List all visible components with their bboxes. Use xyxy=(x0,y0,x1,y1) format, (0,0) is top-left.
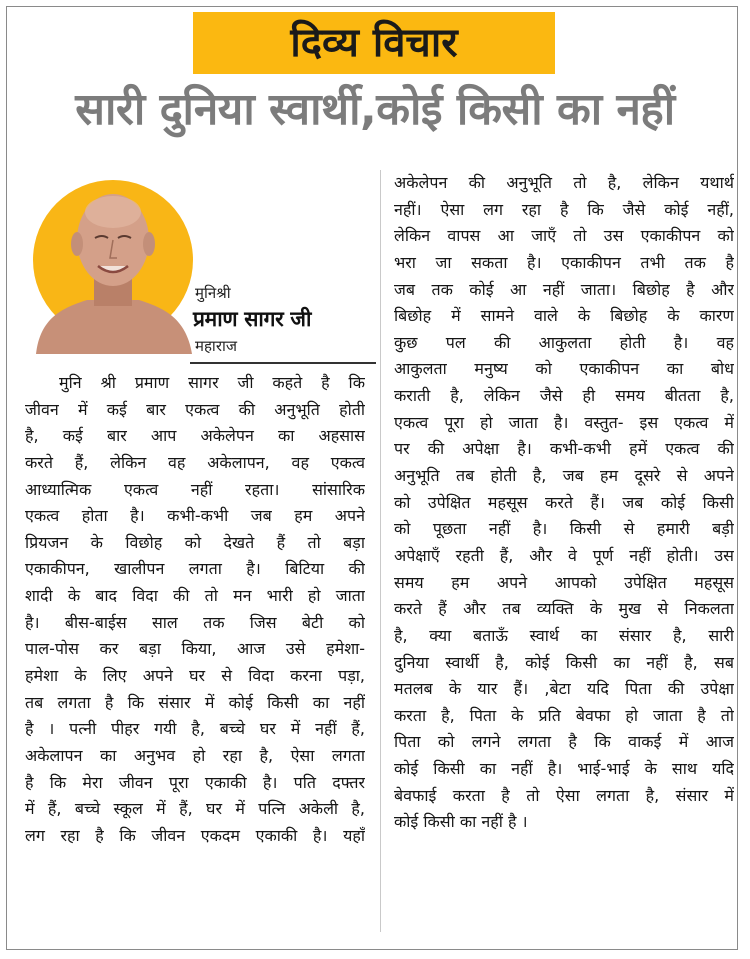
headline: सारी दुनिया स्वार्थी,कोई किसी का नहीं xyxy=(75,84,675,135)
body-text-line: एकत्व पूरा हो जाता है। वस्तुत- इस एकत्व में xyxy=(394,412,734,432)
body-text-line: है कि मेरा जीवन पूरा एकाकी है। पति दफ्तर xyxy=(25,772,365,792)
body-text-line: तब लगता है कि संसार में कोई किसी का नहीं xyxy=(25,692,365,712)
body-text-line: करता है, पिता के प्रति बेवफा हो जाता है तो xyxy=(394,705,734,725)
section-banner xyxy=(193,12,555,74)
body-text-line: अकेलेपन की अनुभूति तो है, लेकिन यथार्थ xyxy=(394,173,734,192)
article-body-right-column xyxy=(394,170,734,940)
body-text-line: जीवन में कई बार एकत्व की अनुभूति होती xyxy=(25,399,365,419)
body-text-line: अनुभूति तब होती है, जब हम दूसरे से अपने xyxy=(394,466,734,486)
body-text-line: कोई किसी का नहीं है । xyxy=(394,812,528,832)
body-text-line: करते हैं, लेकिन वह अकेलापन, वह एकत्व xyxy=(25,452,365,472)
body-text-line: कुछ पल की आकुलता होती है। वह xyxy=(394,332,734,352)
body-text-line: पिता को लगने लगता है कि वाकई में आज xyxy=(394,732,734,752)
author-name: प्रमाण सागर जी xyxy=(193,307,312,331)
body-text-line: को उपेक्षित महसूस करते हैं। जब कोई किसी xyxy=(394,492,734,512)
author-photo xyxy=(32,168,194,354)
body-text-line: लग रहा है कि जीवन एकदम एकाकी है। यहाँ xyxy=(25,825,365,845)
body-text-line: पाल-पोस कर बड़ा किया, आज उसे हमेशा- xyxy=(25,639,365,659)
body-text-line: शादी के बाद विदा की तो मन भारी हो जाता xyxy=(25,586,365,606)
body-text-line: है । पत्नी पीहर गयी है, बच्चे घर में नहीं हैं, xyxy=(25,719,365,739)
body-text-line: है, क्या बताऊँ स्वार्थ का संसार है, सारी xyxy=(394,625,734,645)
body-text-line: कराती है, लेकिन जैसे ही समय बीतता है, xyxy=(394,386,734,406)
body-text-line: है। बीस-बाईस साल तक जिस बेटी को xyxy=(25,612,365,632)
body-text-line: एकाकीपन, खालीपन लगता है। बिटिया की xyxy=(25,559,365,579)
body-text-line: को पूछता नहीं है। किसी से हमारी बड़ी xyxy=(394,519,734,539)
column-divider xyxy=(380,170,381,932)
body-text-line: कोई किसी का नहीं है। भाई-भाई के साथ यदि xyxy=(394,759,734,779)
body-text-line: दुनिया स्वार्थी है, कोई किसी का नहीं है, सब xyxy=(394,652,734,672)
body-text-line: भरा जा सकता है। एकाकीपन तभी तक है xyxy=(394,252,734,272)
author-suffix: महाराज xyxy=(195,337,237,355)
body-text-line: आध्यात्मिक एकत्व नहीं रहता। सांसारिक xyxy=(25,479,365,499)
body-text-line: करते हैं और तब व्यक्ति के मुख से निकलता xyxy=(394,599,734,619)
body-text-line: है, कई बार आप अकेलेपन का अहसास xyxy=(25,426,365,446)
body-text-line: लेकिन वापस आ जाएँ तो उस एकाकीपन को xyxy=(394,226,734,246)
body-text-line: आकुलता मनुष्य को एकाकीपन का बोध xyxy=(394,359,734,379)
body-text-line: बेवफाई करता है तो ऐसा लगता है, संसार में xyxy=(394,785,734,805)
body-text-line: में हैं, बच्चे स्कूल में हैं, घर में पत्नि अकेली है, xyxy=(25,799,365,819)
body-text-line: जब तक कोई आ नहीं जाता। बिछोह है और xyxy=(394,279,734,299)
section-title: दिव्य विचार xyxy=(290,20,458,66)
portrait-image xyxy=(32,168,194,354)
body-text-line: अपेक्षाएँ रहती हैं, और वे पूर्ण नहीं होती। उस xyxy=(394,545,734,565)
body-text-line: एकत्व होता है। कभी-कभी जब हम अपने xyxy=(25,506,365,526)
body-text-line: पर की अपेक्षा है। कभी-कभी हमें एकत्व की xyxy=(394,439,734,459)
body-text-line: हमेशा के लिए अपने घर से विदा करना पड़ा, xyxy=(25,666,365,686)
body-text-line: अकेलापन का अनुभव हो रहा है, ऐसा लगता xyxy=(25,745,365,765)
body-text-line: समय हम अपने आपको उपेक्षित महसूस xyxy=(394,572,734,592)
body-text-line: प्रियजन के विछोह को देखते हैं तो बड़ा xyxy=(25,532,365,552)
body-text-line: मतलब के यार हैं। ,बेटा यदि पिता की उपेक्षा xyxy=(394,679,734,699)
article-body-left-column xyxy=(25,370,365,940)
body-text-line: मुनि श्री प्रमाण सागर जी कहते है कि xyxy=(59,373,365,392)
body-text-line: नहीं। ऐसा लग रहा है कि जैसे कोई नहीं, xyxy=(394,199,734,219)
byline-rule xyxy=(190,362,376,364)
author-prefix: मुनिश्री xyxy=(195,284,231,302)
body-text-line: बिछोह में सामने वाले के बिछोह के कारण xyxy=(394,306,734,326)
